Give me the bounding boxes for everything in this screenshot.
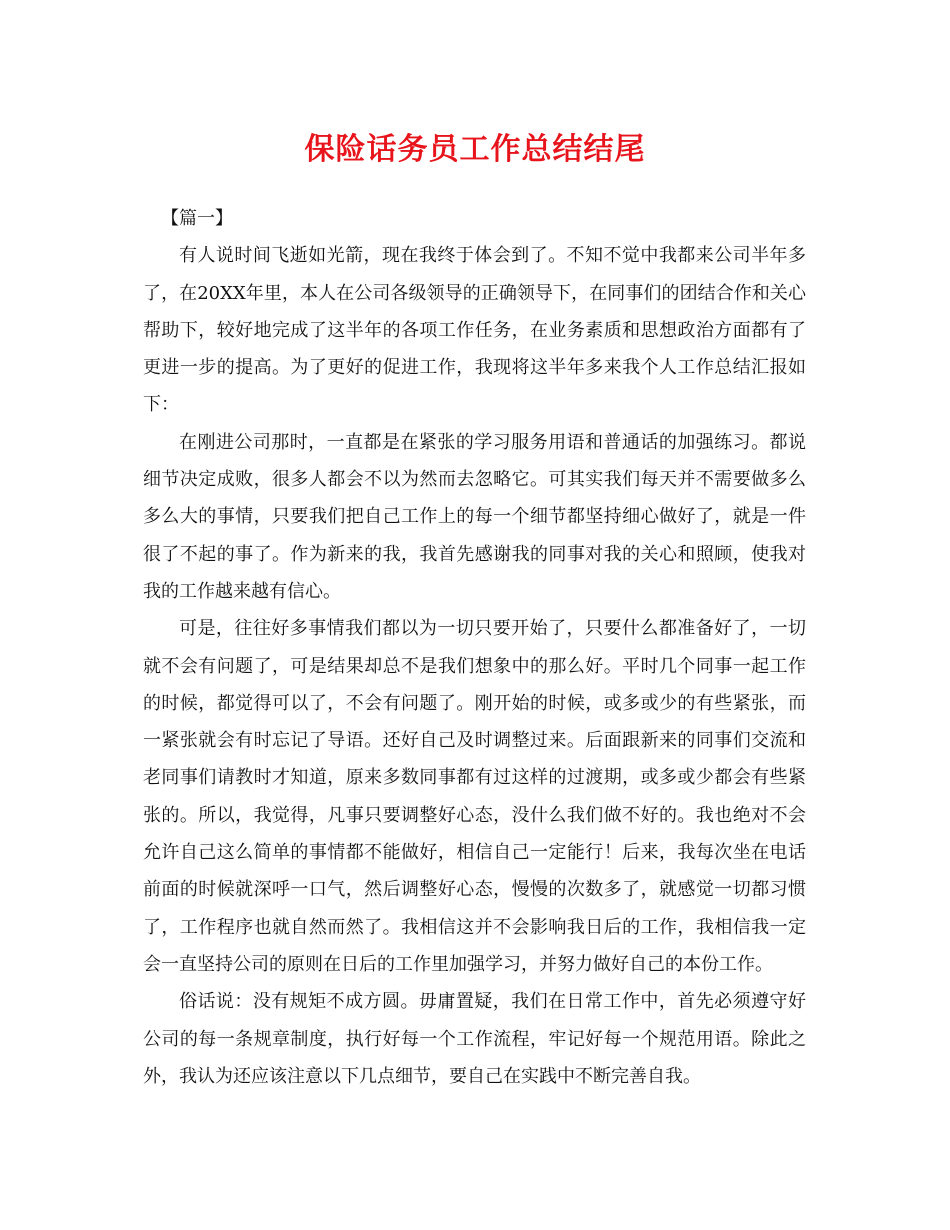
paragraph-2: 在刚进公司那时，一直都是在紧张的学习服务用语和普通话的加强练习。都说细节决定成败，很多人都会不以为然而去忽略它。可其实我们每天并不需要做多么多么大的事情，只要我们把自己工作上的每一个细节都坚持细心做好了，就是一件很了不起的事了。作为新来的我，我首先感谢我的同事对我的关心和照顾，使我对我的工作越来越有信心。 [143,431,806,602]
paragraph-1: 有人说时间飞逝如光箭，现在我终于体会到了。不知不觉中我都来公司半年多了，在20XX年里，本人在公司各级领导的正确领导下，在同事们的团结合作和关心帮助下，较好地完成了这半年的各项工作任务，在业务素质和思想政治方面都有了更进一步的提高。为了更好的促进工作，我现将这半年多来我个人工作总结汇报如下： [143,245,806,416]
paragraph-3: 可是，往往好多事情我们都以为一切只要开始了，只要什么都准备好了，一切就不会有问题了，可是结果却总不是我们想象中的那么好。平时几个同事一起工作的时候，都觉得可以了，不会有问题了。刚开始的时候，或多或少的有些紧张，而一紧张就会有时忘记了导语。还好自己及时调整过来。后面跟新来的同事们交流和老同事们请教时才知道，原来多数同事都有过这样的过渡期，或多或少都会有些紧张的。所以，我觉得，凡事只要调整好心态，没什么我们做不好的。我也绝对不会允许自己这么简单的事情都不能做好，相信自己一定能行！后来，我每次坐在电话前面的时候就深呼一口气，然后调整好心态，慢慢的次数多了，就感觉一切都习惯了，工作程序也就自然而然了。我相信这并不会影响我日后的工作，我相信我一定会一直坚持公司的原则在日后的工作里加强学习，并努力做好自己的本份工作。 [143,618,806,975]
document-title: 保险话务员工作总结结尾 [304,132,646,167]
paragraph-4: 俗话说：没有规矩不成方圆。毋庸置疑，我们在日常工作中，首先必须遵守好公司的每一条规章制度，执行好每一个工作流程，牢记好每一个规范用语。除此之外，我认为还应该注意以下几点细节，要自己在实践中不断完善自我。 [143,991,806,1087]
section-label: 【篇一】 [161,208,233,229]
document-body [143,200,806,1095]
